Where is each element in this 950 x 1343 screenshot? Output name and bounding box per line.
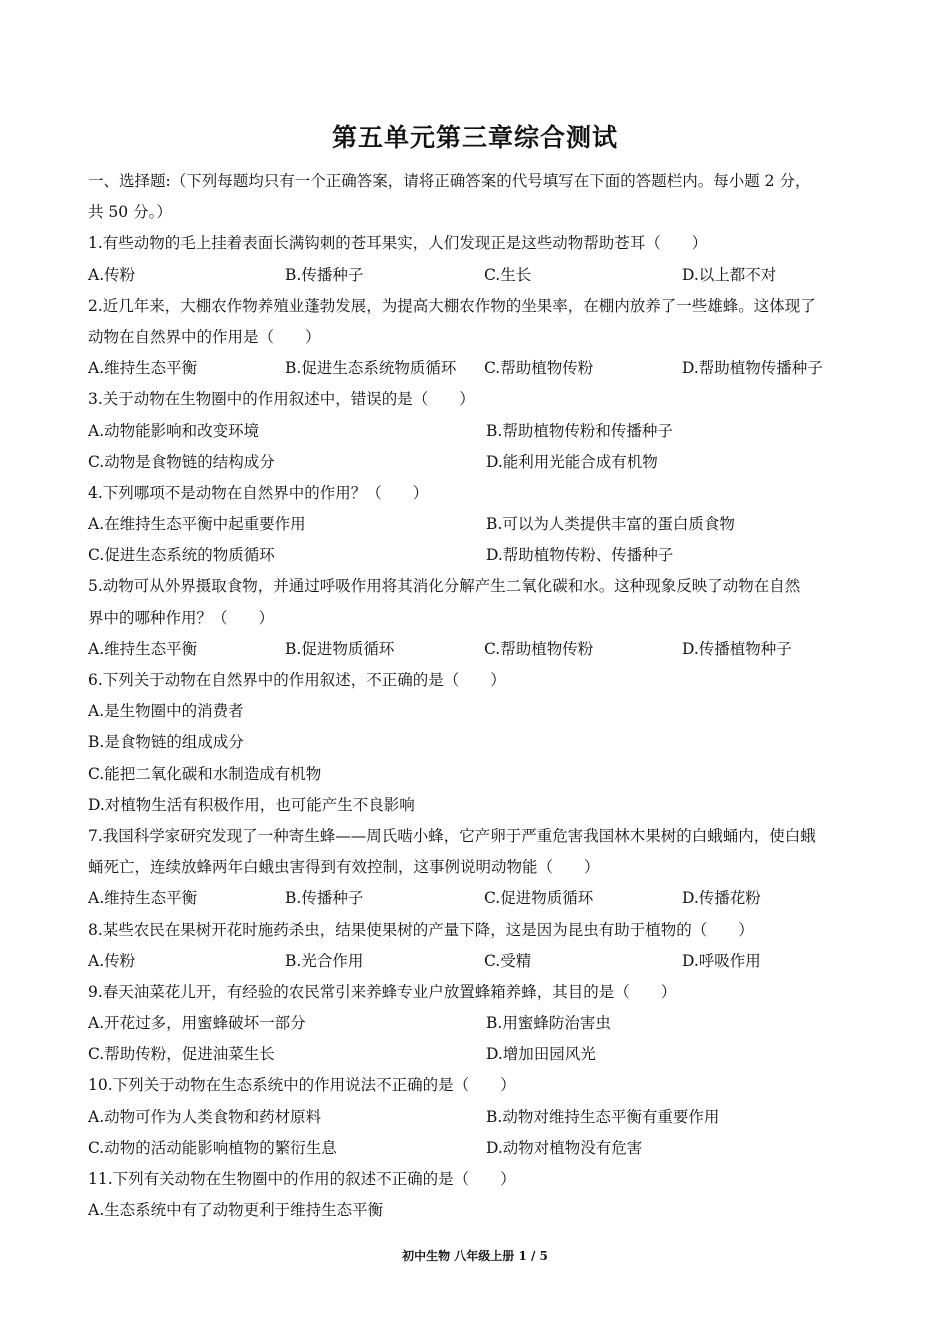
option-d: D.能利用光能合成有机物 <box>486 452 658 471</box>
question-stem: 7.我国科学家研究发现了一种寄生蜂——周氏啮小蜂，它产卵于严重危害我国林木果树的白蛾蛹内，使白蛾 <box>88 826 816 845</box>
option-row <box>88 634 858 665</box>
option-a: A.维持生态平衡 <box>88 639 198 658</box>
option-row <box>88 509 858 540</box>
option-a: A.传粉 <box>88 265 136 284</box>
option-b: B.促进生态系统物质循环 <box>285 359 457 378</box>
option-d: D.帮助植物传粉、传播种子 <box>486 546 674 565</box>
question-stem: 4.下列哪项不是动物在自然界中的作用？（ ） <box>88 483 429 502</box>
option-b: B.可以为人类提供丰富的蛋白质食物 <box>486 515 735 534</box>
option-b: B.是食物链的组成成分 <box>88 733 244 752</box>
question-stem: 11.下列有关动物在生物圈中的作用的叙述不正确的是（ ） <box>88 1170 516 1188</box>
option-c: C.受精 <box>484 951 532 970</box>
option-row <box>88 1133 858 1164</box>
option-b: B.动物对维持生态平衡有重要作用 <box>486 1107 720 1126</box>
option-d: D.增加田园风光 <box>486 1045 596 1064</box>
option-c: C.能把二氧化碳和水制造成有机物 <box>88 764 322 783</box>
question-stem: 3.关于动物在生物圈中的作用叙述中，错误的是（ ） <box>88 390 475 409</box>
question-stem-cont: 界中的哪种作用？（ ） <box>88 608 275 627</box>
option-d: D.对植物生活有积极作用，也可能产生不良影响 <box>88 795 415 814</box>
option-a: A.维持生态平衡 <box>88 359 198 378</box>
option-a: A.在维持生态平衡中起重要作用 <box>88 515 306 534</box>
question-stem: 8.某些农民在果树开花时施药杀虫，结果使果树的产量下降，这是因为昆虫有助于植物的（ ） <box>88 920 754 939</box>
option-row <box>88 1102 858 1133</box>
option-c: C.促进生态系统的物质循环 <box>88 546 275 565</box>
option-c: C.促进物质循环 <box>484 889 594 908</box>
option-d: D.呼吸作用 <box>682 951 761 970</box>
option-b: B.光合作用 <box>285 951 364 970</box>
option-c: C.生长 <box>484 265 532 284</box>
option-c: C.帮助植物传粉 <box>484 639 594 658</box>
section-instructions-cont: 共 50 分。） <box>88 203 172 222</box>
question-stem-cont: 蛹死亡，连续放蜂两年白蛾虫害得到有效控制，这事例说明动物能（ ） <box>88 858 600 877</box>
option-b: B.用蜜蜂防治害虫 <box>486 1014 611 1033</box>
option-b: B.帮助植物传粉和传播种子 <box>486 421 673 440</box>
option-d: D.传播花粉 <box>682 889 761 908</box>
question-stem: 6.下列关于动物在自然界中的作用叙述，不正确的是（ ） <box>88 671 506 689</box>
option-b: B.促进物质循环 <box>285 639 395 658</box>
option-row <box>88 1039 858 1070</box>
section-instructions: 一、选择题:（下列每题均只有一个正确答案，请将正确答案的代号填写在下面的答题栏内。每小题 2 分， <box>88 172 811 190</box>
option-row <box>88 540 858 571</box>
question-stem-cont: 动物在自然界中的作用是（ ） <box>88 327 321 346</box>
question-stem: 10.下列关于动物在生态系统中的作用说法不正确的是（ ） <box>88 1076 516 1095</box>
question-list <box>88 166 858 1226</box>
option-d: D.帮助植物传播种子 <box>682 359 823 378</box>
option-a: A.传粉 <box>88 951 136 970</box>
question-stem: 9.春天油菜花儿开，有经验的农民常引来养蜂专业户放置蜂箱养蜂，其目的是（ ） <box>88 982 677 1001</box>
option-c: C.帮助植物传粉 <box>484 359 594 378</box>
option-a: A.开花过多，用蜜蜂破坏一部分 <box>88 1014 306 1033</box>
option-row <box>88 883 858 914</box>
option-row <box>88 353 858 384</box>
option-d: D.传播植物种子 <box>682 639 792 658</box>
option-a: A.是生物圈中的消费者 <box>88 702 244 721</box>
page-footer: 初中生物 八年级上册 1 / 5 <box>402 1249 548 1263</box>
page-title: 第五单元第三章综合测试 <box>331 123 618 152</box>
option-b: B.传播种子 <box>285 265 364 284</box>
option-row <box>88 260 858 291</box>
option-d: D.以上都不对 <box>682 265 777 284</box>
option-row <box>88 447 858 478</box>
question-stem: 1.有些动物的毛上挂着表面长满钩刺的苍耳果实，人们发现正是这些动物帮助苍耳（ ） <box>88 234 708 253</box>
option-b: B.传播种子 <box>285 889 364 908</box>
option-a: A.生态系统中有了动物更利于维持生态平衡 <box>88 1201 384 1220</box>
option-a: A.动物可作为人类食物和药材原料 <box>88 1107 322 1126</box>
option-c: C.帮助传粉，促进油菜生长 <box>88 1045 275 1064</box>
option-c: C.动物是食物链的结构成分 <box>88 452 275 471</box>
option-a: A.维持生态平衡 <box>88 889 198 908</box>
question-stem: 5.动物可从外界摄取食物，并通过呼吸作用将其消化分解产生二氧化碳和水。这种现象反映了动物在自然 <box>88 577 801 596</box>
option-c: C.动物的活动能影响植物的繁衍生息 <box>88 1138 337 1157</box>
option-row <box>88 416 858 447</box>
option-d: D.动物对植物没有危害 <box>486 1138 643 1157</box>
question-stem: 2.近几年来，大棚农作物养殖业蓬勃发展，为提高大棚农作物的坐果率，在棚内放养了一些雄蜂。这体现了 <box>88 296 816 315</box>
option-row <box>88 946 858 977</box>
option-row <box>88 1008 858 1039</box>
option-a: A.动物能影响和改变环境 <box>88 421 260 440</box>
